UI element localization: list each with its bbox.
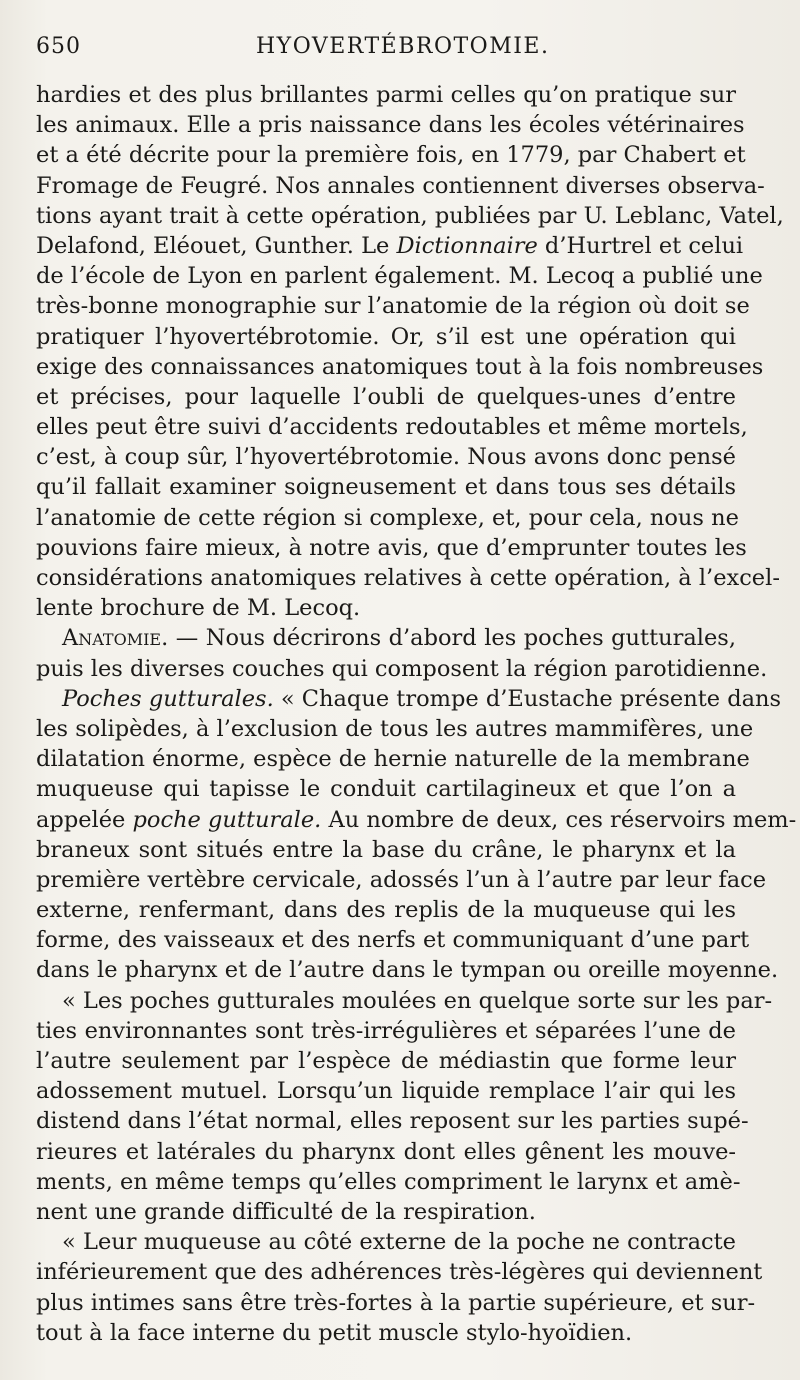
text-line: rieures et latérales du pharynx dont elles gênent les mouve- [36,1138,736,1165]
text-line: lente brochure de M. Lecoq. [36,595,361,622]
subsection-heading-line: Poches gutturales. « Chaque trompe d’Eustache présente dans [62,685,782,712]
text-line: pratiquer l’hyovertébrotomie. Or, s’il est une opération qui [36,323,736,350]
text-line: l’anatomie de cette région si complexe, et, pour cela, nous ne [36,504,739,531]
text-line: dans le pharynx et de l’autre dans le tympan ou oreille moyenne. [36,957,779,984]
text-line: appelée poche gutturale. Au nombre de deux, ces réservoirs mem- [36,806,797,833]
text-line: forme, des vaisseaux et des nerfs et communiquant d’une part [36,927,750,954]
text-line: Delafond, Eléouet, Gunther. Le Dictionnaire d’Hurtrel et celui [36,232,744,259]
text-line: les animaux. Elle a pris naissance dans les écoles vétérinaires [36,112,745,139]
text-line: muqueuse qui tapisse le conduit cartilagineux et que l’on a [36,776,736,803]
text-line: « Leur muqueuse au côté externe de la poche ne contracte [62,1229,736,1256]
text-line: première vertèbre cervicale, adossés l’un à l’autre par leur face [36,866,767,893]
text-line: dilatation énorme, espèce de hernie naturelle de la membrane [36,746,750,773]
section-heading-line: Anatomie. — Nous décrirons d’abord les poches gutturales, [62,625,736,652]
text-line: hardies et des plus brillantes parmi celles qu’on pratique sur [36,82,736,108]
text-line: considérations anatomiques relatives à cette opération, à l’excel- [36,565,780,591]
text-line: « Les poches gutturales moulées en quelque sorte sur les par- [62,987,773,1014]
text-line: tions ayant trait à cette opération, publiées par U. Leblanc, Vatel, [36,202,784,229]
text-line: nent une grande difficulté de la respiration. [36,1198,536,1225]
text-line: Fromage de Feugré. Nos annales contiennent diverses observa- [36,172,765,199]
page-header [36,30,736,66]
text-line: et a été décrite pour la première fois, en 1779, par Chabert et [36,142,746,169]
text-line: ties environnantes sont très-irrégulières et séparées l’une de [36,1017,736,1044]
text-line: et précises, pour laquelle l’oubli de quelques-unes d’entre [36,383,736,410]
text-line: adossement mutuel. Lorsqu’un liquide remplace l’air qui les [36,1078,736,1105]
text-line: exige des connaissances anatomiques tout à la fois nombreuses [36,353,764,380]
text-line: distend dans l’état normal, elles reposent sur les parties supé- [36,1108,749,1135]
text-line: de l’école de Lyon en parlent également. M. Lecoq a publié une [36,263,763,290]
body-text [36,80,797,1348]
text-line: puis les diverses couches qui composent la région parotidienne. [36,655,768,682]
text-line: l’autre seulement par l’espèce de médiastin que forme leur [36,1048,736,1074]
text-line: pouvions faire mieux, à notre avis, que d’emprunter toutes les [36,534,747,561]
text-line: c’est, à coup sûr, l’hyovertébrotomie. Nous avons donc pensé [36,444,736,471]
text-line: très-bonne monographie sur l’anatomie de la région où doit se [36,293,750,320]
text-line: tout à la face interne du petit muscle stylo-hyoïdien. [36,1319,633,1346]
text-line: ments, en même temps qu’elles compriment le larynx et amè- [36,1168,741,1195]
text-line: les solipèdes, à l’exclusion de tous les autres mammifères, une [36,715,754,742]
text-line: externe, renfermant, dans des replis de la muqueuse qui les [36,897,736,924]
text-line: braneux sont situés entre la base du crâne, le pharynx et la [36,836,736,863]
running-head: HYOVERTÉBROTOMIE. [256,34,550,59]
text-line: inférieurement que des adhérences très-légères qui deviennent [36,1259,763,1286]
text-line: elles peut être suivi d’accidents redoutables et même mortels, [36,414,748,441]
text-line: qu’il fallait examiner soigneusement et dans tous ses détails [36,474,736,501]
text-line: plus intimes sans être très-fortes à la partie supérieure, et sur- [36,1289,756,1316]
page-number: 650 [36,34,81,59]
